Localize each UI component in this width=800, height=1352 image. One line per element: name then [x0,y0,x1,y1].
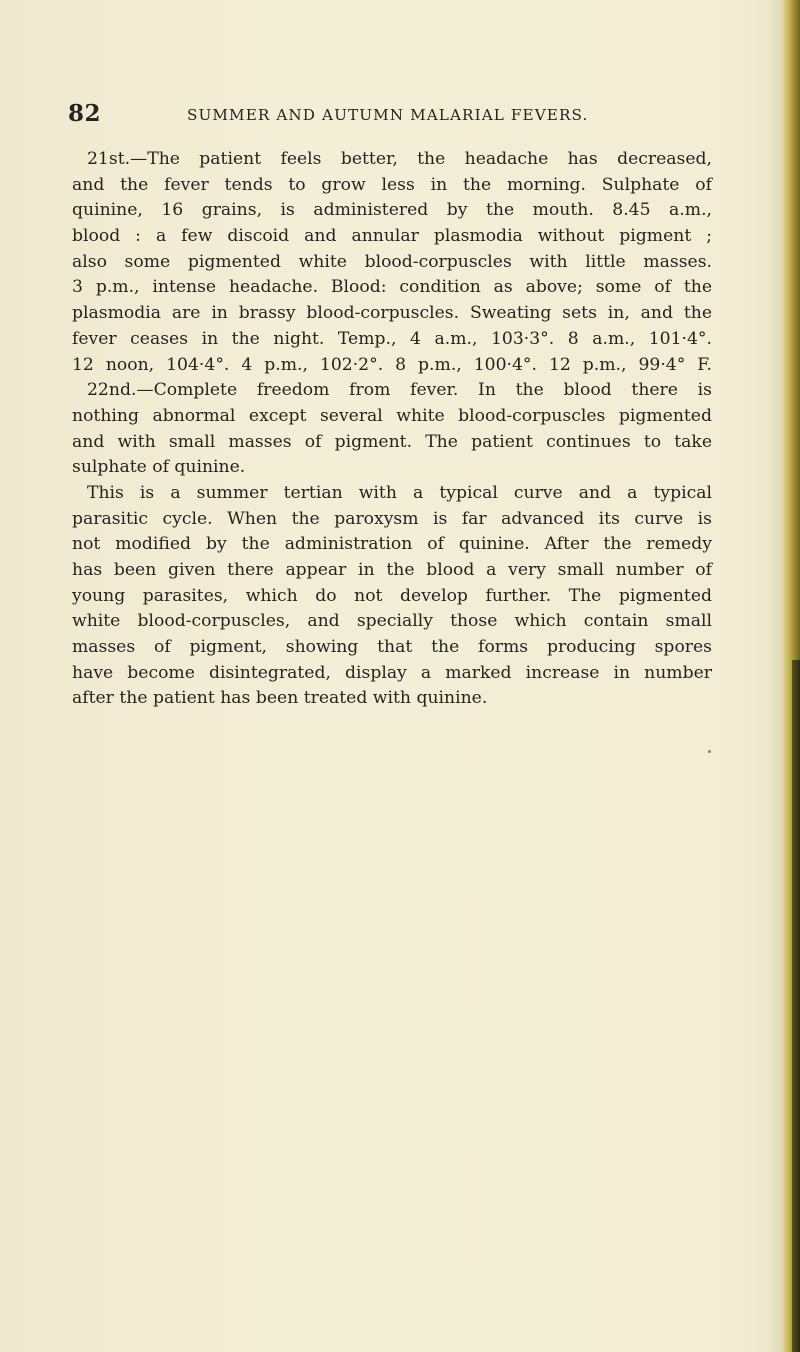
text-line: parasitic cycle. When the paroxysm is far advanced its curve is [72,508,712,529]
body-text [72,147,712,712]
text-line: This is a summer tertian with a typical curve and a typical [87,482,712,503]
page-number: 82 [68,100,102,127]
page-header [68,100,708,130]
text-line: not modified by the administration of quinine. After the remedy [72,534,712,555]
text-line: 12 noon, 104·4°. 4 p.m., 102·2°. 8 p.m., 100·4°. 12 p.m., 99·4° F. [72,354,712,375]
text-line: quinine, 16 grains, is administered by the mouth. 8.45 a.m., [72,200,712,221]
binding-shadow [768,0,782,1352]
text-line: have become disintegrated, display a marked increase in number [72,662,712,683]
running-title: SUMMER AND AUTUMN MALARIAL FEVERS. [187,106,589,124]
text-line: fever ceases in the night. Temp., 4 a.m., 103·3°. 8 a.m., 101·4°. [72,328,712,349]
text-line: 21st.—The patient feels better, the headache has decreased, [87,149,712,169]
text-line: after the patient has been treated with quinine. [72,688,488,709]
text-line: 3 p.m., intense headache. Blood: condition as above; some of the [72,277,712,298]
paper-speck [708,750,711,753]
text-line: sulphate of quinine. [72,457,246,478]
text-line: and the fever tends to grow less in the morning. Sulphate of [72,174,712,195]
text-line: young parasites, which do not develop further. The pigmented [72,585,712,606]
text-line: masses of pigment, showing that the forms producing spores [72,637,712,658]
text-line: nothing abnormal except several white blood-corpuscles pigmented [72,405,712,426]
text-line: plasmodia are in brassy blood-corpuscles. Sweating sets in, and the [72,303,712,324]
text-line: blood : a few discoid and annular plasmodia without pigment ; [72,226,712,247]
text-line: has been given there appear in the blood a very small number of [72,560,712,580]
text-line: 22nd.—Complete freedom from fever. In the blood there is [87,380,712,401]
text-line: white blood-corpuscles, and specially those which contain small [72,611,712,632]
text-line: also some pigmented white blood-corpuscles with little masses. [72,251,712,272]
page-edge-dark-strip [792,660,800,1352]
text-line: and with small masses of pigment. The patient continues to take [72,431,712,452]
